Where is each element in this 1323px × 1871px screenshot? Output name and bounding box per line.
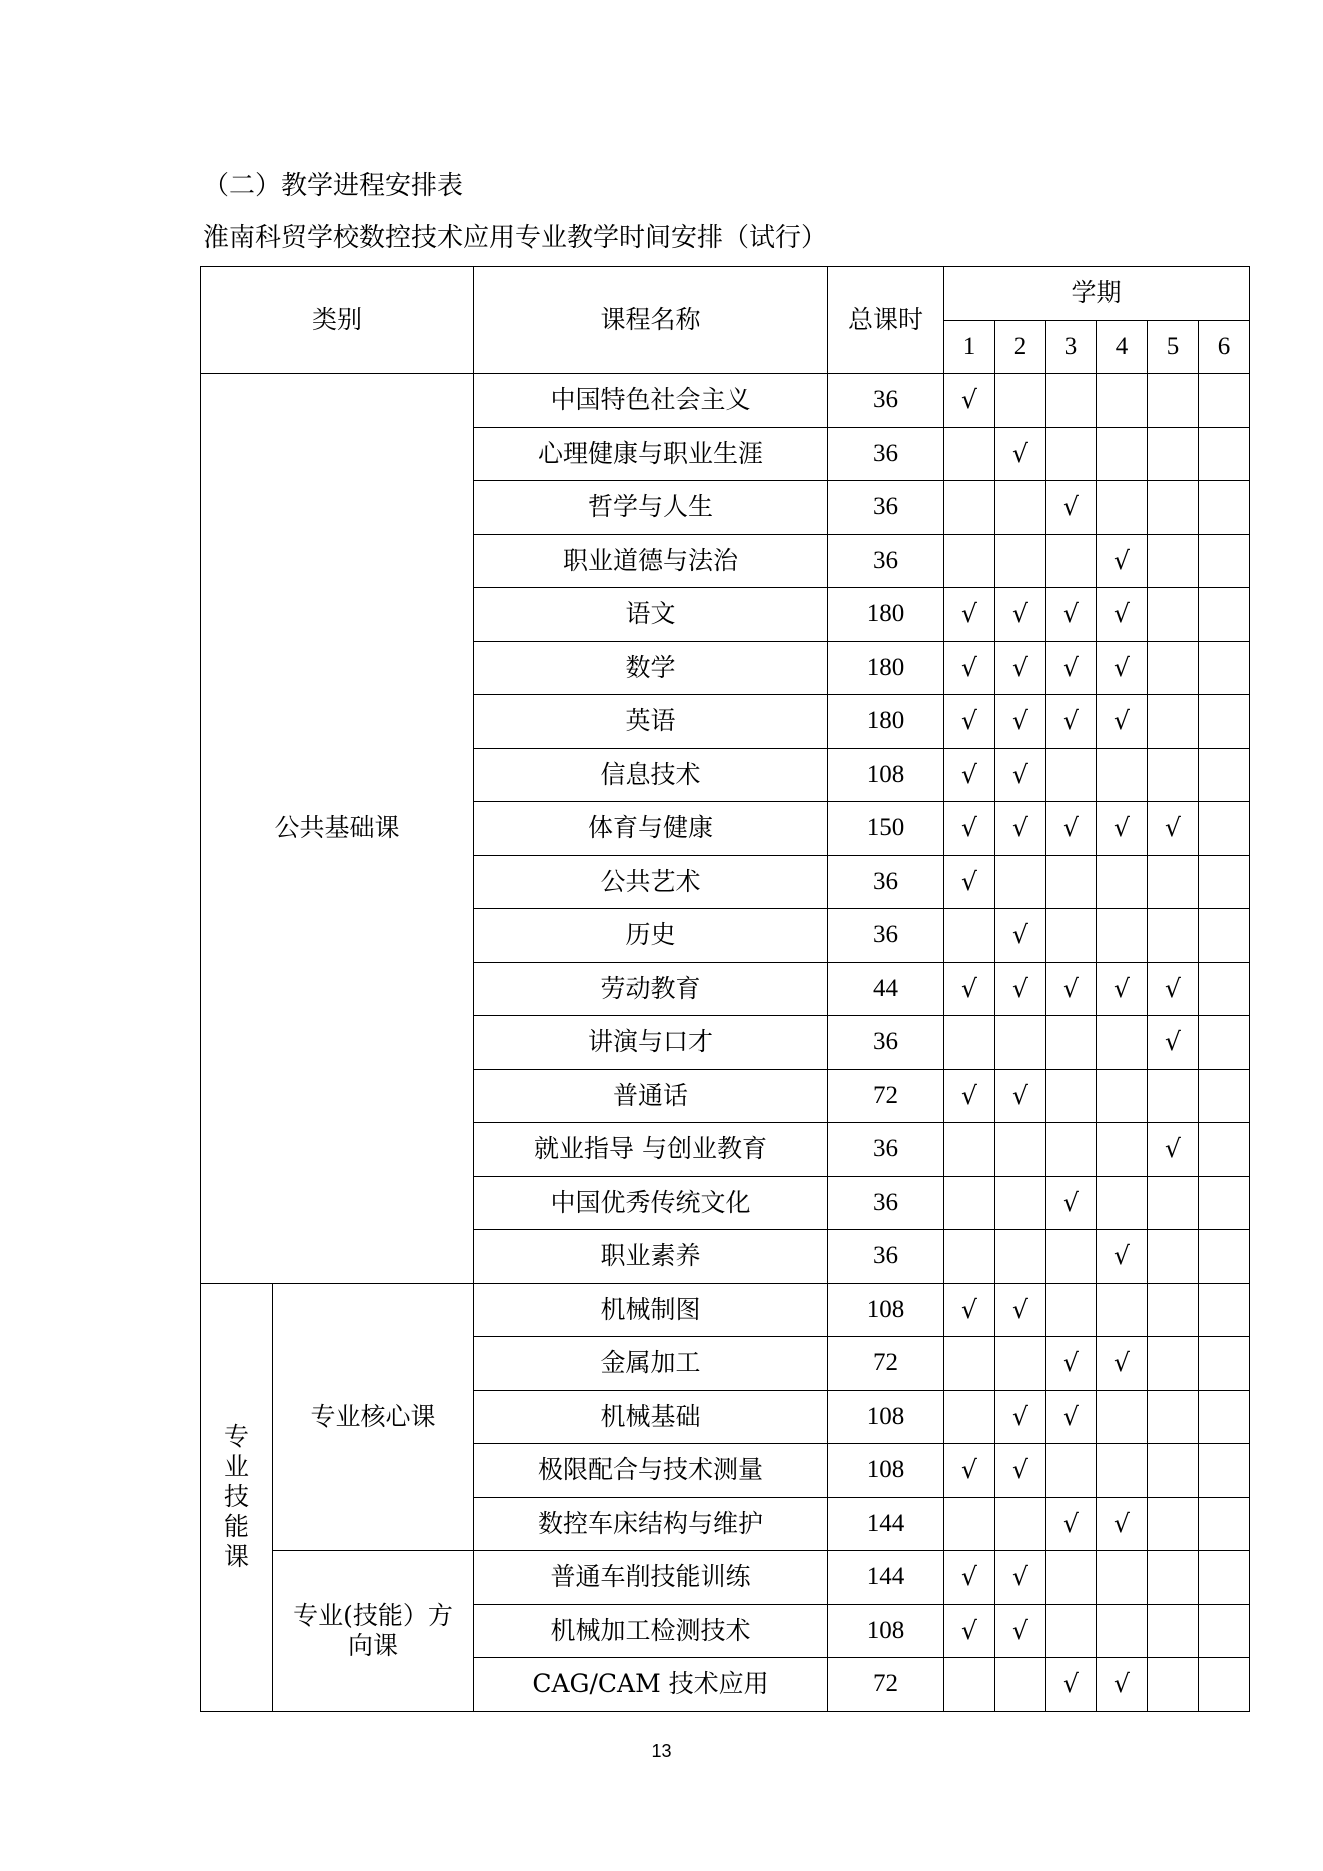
semester-mark [1148, 909, 1199, 963]
semester-mark [944, 1337, 995, 1391]
semester-mark: √ [1148, 962, 1199, 1016]
subcategory-core: 专业核心课 [273, 1283, 474, 1551]
semester-mark [1199, 1123, 1250, 1177]
total-hours: 108 [828, 748, 944, 802]
semester-mark [1199, 1604, 1250, 1658]
course-name: 公共艺术 [474, 855, 828, 909]
semester-mark [995, 481, 1046, 535]
semester-mark [1199, 1337, 1250, 1391]
semester-mark: √ [995, 909, 1046, 963]
semester-mark [1046, 909, 1097, 963]
course-name: 劳动教育 [474, 962, 828, 1016]
semester-mark [1199, 427, 1250, 481]
semester-mark [1046, 427, 1097, 481]
course-name: 机械制图 [474, 1283, 828, 1337]
semester-mark [1097, 1390, 1148, 1444]
semester-mark [995, 1016, 1046, 1070]
semester-mark [1199, 1176, 1250, 1230]
semester-mark: √ [1097, 695, 1148, 749]
semester-mark [944, 534, 995, 588]
subcategory-direction-line2: 向课 [347, 1630, 398, 1660]
semester-mark [1148, 855, 1199, 909]
semester-mark [1097, 1016, 1148, 1070]
course-name: 中国特色社会主义 [474, 374, 828, 428]
semester-mark [1097, 481, 1148, 535]
header-semester-3: 3 [1046, 320, 1097, 374]
table-row [201, 1551, 1250, 1605]
semester-mark: √ [995, 427, 1046, 481]
total-hours: 36 [828, 374, 944, 428]
semester-mark [1046, 534, 1097, 588]
course-name: 哲学与人生 [474, 481, 828, 535]
semester-mark [1097, 855, 1148, 909]
semester-mark: √ [944, 1444, 995, 1498]
semester-mark: √ [1097, 1230, 1148, 1284]
semester-mark: √ [1046, 1337, 1097, 1391]
semester-mark: √ [944, 641, 995, 695]
total-hours: 144 [828, 1551, 944, 1605]
course-name: 数学 [474, 641, 828, 695]
semester-mark: √ [995, 1444, 1046, 1498]
semester-mark: √ [1097, 641, 1148, 695]
total-hours: 72 [828, 1337, 944, 1391]
semester-mark: √ [995, 588, 1046, 642]
semester-mark [1148, 1604, 1199, 1658]
semester-mark: √ [995, 1390, 1046, 1444]
course-name: 机械基础 [474, 1390, 828, 1444]
total-hours: 36 [828, 1016, 944, 1070]
semester-mark [1046, 1283, 1097, 1337]
semester-mark [1199, 1283, 1250, 1337]
course-name: 职业素养 [474, 1230, 828, 1284]
semester-mark [1199, 1444, 1250, 1498]
category-char: 技 [223, 1482, 249, 1511]
semester-mark [1148, 1176, 1199, 1230]
semester-mark: √ [944, 962, 995, 1016]
course-name: 数控车床结构与维护 [474, 1497, 828, 1551]
total-hours: 72 [828, 1069, 944, 1123]
semester-mark [1148, 1390, 1199, 1444]
total-hours: 180 [828, 695, 944, 749]
semester-mark [1148, 748, 1199, 802]
semester-mark: √ [944, 1604, 995, 1658]
semester-mark [995, 1123, 1046, 1177]
semester-mark [995, 1176, 1046, 1230]
semester-mark [1199, 1016, 1250, 1070]
semester-mark [1199, 481, 1250, 535]
semester-mark [1148, 1337, 1199, 1391]
semester-mark [1148, 588, 1199, 642]
semester-mark [1148, 481, 1199, 535]
header-total-hours: 总课时 [828, 267, 944, 374]
semester-mark: √ [1046, 695, 1097, 749]
category-char: 专 [223, 1422, 249, 1451]
semester-mark: √ [1046, 1390, 1097, 1444]
total-hours: 72 [828, 1658, 944, 1712]
semester-mark [944, 1497, 995, 1551]
semester-mark [1097, 1123, 1148, 1177]
semester-mark [1148, 1230, 1199, 1284]
semester-mark [1046, 1123, 1097, 1177]
header-category: 类别 [201, 267, 474, 374]
semester-mark: √ [1046, 1497, 1097, 1551]
header-semester-5: 5 [1148, 320, 1199, 374]
category-professional-skill [201, 1283, 273, 1711]
course-name: CAG/CAM 技术应用 [474, 1658, 828, 1712]
semester-mark [1148, 534, 1199, 588]
semester-mark: √ [944, 1283, 995, 1337]
category-char: 课 [223, 1542, 249, 1571]
semester-mark [1199, 695, 1250, 749]
semester-mark [1199, 1069, 1250, 1123]
semester-mark [944, 481, 995, 535]
semester-mark [1148, 1551, 1199, 1605]
semester-mark [1148, 427, 1199, 481]
course-name: 极限配合与技术测量 [474, 1444, 828, 1498]
semester-mark: √ [1097, 802, 1148, 856]
semester-mark [1199, 802, 1250, 856]
semester-mark [1046, 1016, 1097, 1070]
semester-mark [1148, 695, 1199, 749]
section-heading: （二）教学进程安排表 [203, 171, 464, 201]
semester-mark [1148, 374, 1199, 428]
semester-mark: √ [1148, 1123, 1199, 1177]
page-number: 13 [651, 1741, 672, 1761]
total-hours: 36 [828, 481, 944, 535]
semester-mark [1148, 1658, 1199, 1712]
semester-mark: √ [1046, 962, 1097, 1016]
semester-mark: √ [944, 588, 995, 642]
header-course-name: 课程名称 [474, 267, 828, 374]
semester-mark: √ [1046, 1658, 1097, 1712]
course-name: 职业道德与法治 [474, 534, 828, 588]
semester-mark: √ [944, 1069, 995, 1123]
course-name: 中国优秀传统文化 [474, 1176, 828, 1230]
course-name: 机械加工检测技术 [474, 1604, 828, 1658]
semester-mark [1097, 427, 1148, 481]
semester-mark [944, 1658, 995, 1712]
total-hours: 108 [828, 1283, 944, 1337]
semester-mark [1046, 1551, 1097, 1605]
semester-mark [1148, 1069, 1199, 1123]
semester-mark: √ [1148, 802, 1199, 856]
semester-mark [944, 1390, 995, 1444]
total-hours: 144 [828, 1497, 944, 1551]
semester-mark [944, 427, 995, 481]
course-name: 历史 [474, 909, 828, 963]
course-name: 心理健康与职业生涯 [474, 427, 828, 481]
subcategory-direction-line1: 专业(技能）方 [293, 1600, 453, 1630]
semester-mark [995, 1658, 1046, 1712]
semester-mark [1199, 1658, 1250, 1712]
semester-mark [944, 1016, 995, 1070]
semester-mark [1148, 1283, 1199, 1337]
table-title: 淮南科贸学校数控技术应用专业教学时间安排（试行） [203, 223, 828, 253]
semester-mark [944, 1176, 995, 1230]
course-name: 就业指导 与创业教育 [474, 1123, 828, 1177]
subcategory-direction [273, 1551, 474, 1712]
semester-mark [1046, 1604, 1097, 1658]
category-char: 业 [223, 1452, 249, 1481]
semester-mark: √ [1097, 1337, 1148, 1391]
semester-mark [995, 855, 1046, 909]
semester-mark [1097, 1551, 1148, 1605]
semester-mark: √ [1097, 1497, 1148, 1551]
semester-mark: √ [995, 1551, 1046, 1605]
total-hours: 180 [828, 588, 944, 642]
semester-mark [995, 374, 1046, 428]
semester-mark: √ [995, 695, 1046, 749]
semester-mark [1097, 1069, 1148, 1123]
semester-mark: √ [995, 1069, 1046, 1123]
semester-mark: √ [1046, 1176, 1097, 1230]
course-name: 讲演与口才 [474, 1016, 828, 1070]
semester-mark: √ [995, 802, 1046, 856]
semester-mark: √ [1046, 802, 1097, 856]
total-hours: 180 [828, 641, 944, 695]
total-hours: 108 [828, 1604, 944, 1658]
semester-mark [1199, 1551, 1250, 1605]
total-hours: 36 [828, 1123, 944, 1177]
total-hours: 36 [828, 1230, 944, 1284]
semester-mark [1046, 1230, 1097, 1284]
category-public-basic: 公共基础课 [201, 374, 474, 1284]
semester-mark [944, 1123, 995, 1177]
semester-mark [1148, 641, 1199, 695]
semester-mark [1097, 1604, 1148, 1658]
total-hours: 36 [828, 855, 944, 909]
semester-mark [944, 1230, 995, 1284]
semester-mark [1148, 1497, 1199, 1551]
header-semester: 学期 [944, 267, 1250, 321]
schedule-table [200, 266, 1250, 1712]
header-semester-6: 6 [1199, 320, 1250, 374]
semester-mark: √ [1097, 1658, 1148, 1712]
semester-mark: √ [944, 1551, 995, 1605]
table-row [201, 1283, 1250, 1337]
semester-mark [1046, 1069, 1097, 1123]
semester-mark [1199, 1230, 1250, 1284]
course-name: 信息技术 [474, 748, 828, 802]
semester-mark: √ [1046, 588, 1097, 642]
total-hours: 44 [828, 962, 944, 1016]
semester-mark: √ [944, 855, 995, 909]
semester-mark: √ [944, 695, 995, 749]
semester-mark [1097, 1176, 1148, 1230]
semester-mark [1046, 855, 1097, 909]
semester-mark [995, 534, 1046, 588]
semester-mark [1097, 1283, 1148, 1337]
table-row [201, 374, 1250, 428]
semester-mark [1148, 1444, 1199, 1498]
schedule-table-body [201, 267, 1250, 1712]
semester-mark [995, 1337, 1046, 1391]
semester-mark [1199, 588, 1250, 642]
course-name: 语文 [474, 588, 828, 642]
semester-mark: √ [1097, 534, 1148, 588]
semester-mark [1097, 748, 1148, 802]
semester-mark [1199, 1390, 1250, 1444]
course-name: 金属加工 [474, 1337, 828, 1391]
total-hours: 36 [828, 909, 944, 963]
semester-mark: √ [995, 1604, 1046, 1658]
semester-mark [1046, 1444, 1097, 1498]
semester-mark [1046, 374, 1097, 428]
semester-mark [1097, 1444, 1148, 1498]
semester-mark: √ [995, 748, 1046, 802]
semester-mark: √ [1148, 1016, 1199, 1070]
category-char: 能 [223, 1512, 249, 1541]
total-hours: 108 [828, 1444, 944, 1498]
semester-mark [1199, 962, 1250, 1016]
course-name: 普通车削技能训练 [474, 1551, 828, 1605]
semester-mark [1199, 374, 1250, 428]
semester-mark: √ [995, 641, 1046, 695]
course-name: 体育与健康 [474, 802, 828, 856]
total-hours: 36 [828, 534, 944, 588]
semester-mark: √ [1097, 962, 1148, 1016]
semester-mark: √ [944, 802, 995, 856]
course-name: 英语 [474, 695, 828, 749]
semester-mark [1199, 1497, 1250, 1551]
semester-mark [1199, 534, 1250, 588]
semester-mark [1199, 855, 1250, 909]
total-hours: 36 [828, 427, 944, 481]
semester-mark: √ [1046, 641, 1097, 695]
semester-mark: √ [995, 962, 1046, 1016]
semester-mark [1199, 748, 1250, 802]
header-semester-4: 4 [1097, 320, 1148, 374]
total-hours: 108 [828, 1390, 944, 1444]
semester-mark [1097, 909, 1148, 963]
semester-mark [995, 1497, 1046, 1551]
semester-mark [1097, 374, 1148, 428]
course-name: 普通话 [474, 1069, 828, 1123]
semester-mark [995, 1230, 1046, 1284]
semester-mark: √ [995, 1283, 1046, 1337]
semester-mark [944, 909, 995, 963]
semester-mark: √ [1097, 588, 1148, 642]
semester-mark: √ [944, 374, 995, 428]
semester-mark [1046, 748, 1097, 802]
total-hours: 150 [828, 802, 944, 856]
total-hours: 36 [828, 1176, 944, 1230]
header-semester-1: 1 [944, 320, 995, 374]
semester-mark [1199, 909, 1250, 963]
semester-mark: √ [1046, 481, 1097, 535]
semester-mark [1199, 641, 1250, 695]
semester-mark: √ [944, 748, 995, 802]
header-semester-2: 2 [995, 320, 1046, 374]
